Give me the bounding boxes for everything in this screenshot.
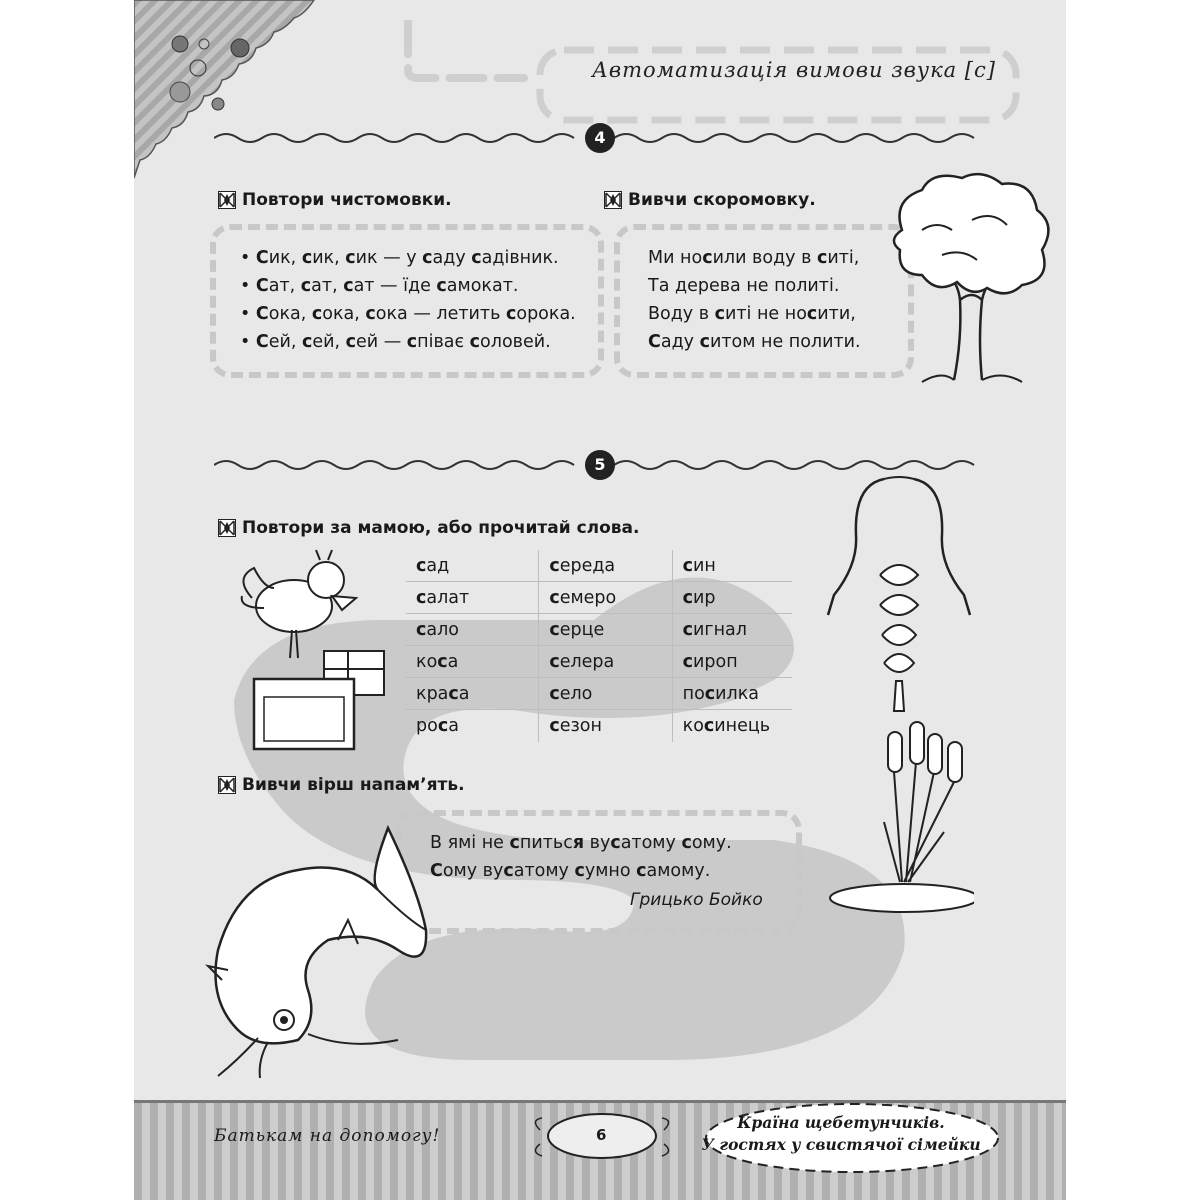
- highlighted-letter: с: [636, 861, 647, 881]
- highlighted-letter: с: [365, 304, 376, 324]
- gift-box-icon: [248, 645, 398, 755]
- text-fragment: ко: [416, 652, 438, 672]
- text-fragment: кра: [416, 684, 449, 704]
- highlighted-letter: с: [806, 304, 818, 324]
- highlighted-letter: с: [610, 833, 621, 853]
- word-cell: [539, 550, 672, 581]
- word-cell: [539, 678, 672, 709]
- highlighted-letter: с: [702, 248, 713, 268]
- highlighted-letter: С: [255, 304, 269, 324]
- text-line: [430, 861, 710, 881]
- text-fragment: или воду в: [712, 248, 817, 268]
- text-fragment: ей,: [268, 332, 302, 352]
- task-text: Повтори чистомовки.: [242, 190, 452, 210]
- text-fragment: ву: [584, 833, 611, 853]
- highlighted-letter: с: [437, 652, 448, 672]
- text-fragment: •: [240, 276, 256, 296]
- text-fragment: ока — летить: [375, 304, 506, 324]
- text-fragment: •: [240, 304, 256, 324]
- highlighted-letter: с: [422, 248, 433, 268]
- text-fragment: ро: [416, 716, 438, 736]
- text-fragment: орока.: [516, 304, 576, 324]
- highlighted-letter: с: [437, 716, 449, 736]
- table-row: [406, 550, 792, 582]
- text-fragment: ко: [682, 716, 704, 736]
- text-fragment: ир: [693, 588, 716, 608]
- task-number-badge: 5: [585, 450, 615, 480]
- highlighted-letter: с: [704, 684, 716, 704]
- table-row: [406, 646, 792, 678]
- text-fragment: ик,: [268, 248, 302, 268]
- text-fragment: алат: [426, 588, 470, 608]
- reeds-icon: [824, 712, 974, 922]
- text-fragment: ин: [693, 556, 716, 576]
- highlighted-letter: с: [311, 304, 323, 324]
- text-fragment: В ямі не: [430, 833, 510, 853]
- highlighted-letter: с: [699, 332, 710, 352]
- highlighted-letter: С: [648, 332, 661, 352]
- highlighted-letter: с: [682, 556, 693, 576]
- text-fragment: а: [458, 684, 470, 704]
- highlighted-letter: с: [300, 276, 312, 296]
- word-cell: [406, 582, 539, 613]
- text-fragment: иті,: [827, 248, 860, 268]
- task-bullet-icon: [218, 519, 236, 537]
- table-row: [406, 582, 792, 614]
- buttons-corner-decoration: [134, 0, 324, 190]
- text-fragment: ат,: [268, 276, 301, 296]
- text-fragment: аду: [660, 332, 700, 352]
- page-title: Автоматизація вимови звука [с]: [592, 58, 996, 82]
- highlighted-letter: с: [343, 276, 354, 296]
- word-cell: [673, 582, 792, 613]
- highlighted-letter: с: [574, 861, 585, 881]
- text-fragment: ити,: [817, 304, 856, 324]
- text-line: [240, 276, 518, 296]
- highlighted-letter: с: [549, 716, 560, 736]
- text-fragment: Та дерева не политі.: [648, 276, 840, 296]
- highlighted-letter: с: [714, 304, 725, 324]
- page-number: 6: [596, 1126, 607, 1144]
- text-fragment: амому.: [646, 861, 711, 881]
- word-cell: [673, 678, 792, 709]
- word-cell: [406, 646, 539, 677]
- words-table: [406, 550, 792, 742]
- word-cell: [539, 710, 672, 742]
- text-fragment: илка: [715, 684, 760, 704]
- task-text: Вивчи скоромовку.: [628, 190, 816, 210]
- text-fragment: итом не полити.: [709, 332, 861, 352]
- text-fragment: оловей.: [480, 332, 551, 352]
- word-cell: [406, 614, 539, 645]
- word-cell: [673, 614, 792, 645]
- highlighted-letter: с: [469, 332, 481, 352]
- highlighted-letter: с: [448, 684, 459, 704]
- task-instruction: [218, 775, 465, 795]
- task-bullet-icon: [218, 191, 236, 209]
- text-fragment: ало: [426, 620, 459, 640]
- footer-book-title-line1: Країна щебетунчиків.: [737, 1113, 945, 1132]
- task-number-badge: 4: [585, 123, 615, 153]
- highlighted-letter: с: [406, 332, 418, 352]
- highlighted-letter: С: [255, 248, 269, 268]
- text-fragment: Воду в: [648, 304, 715, 324]
- highlighted-letter: с: [416, 588, 427, 608]
- text-fragment: елера: [559, 652, 615, 672]
- catfish-icon: [198, 820, 458, 1080]
- word-cell: [673, 646, 792, 677]
- highlighted-letter: с: [503, 861, 514, 881]
- task-instruction: [218, 190, 452, 210]
- table-row: [406, 710, 792, 742]
- word-cell: [539, 582, 672, 613]
- text-fragment: ик,: [312, 248, 346, 268]
- text-fragment: езон: [559, 716, 602, 736]
- text-fragment: •: [240, 332, 256, 352]
- text-fragment: ат,: [311, 276, 344, 296]
- text-fragment: ело: [559, 684, 593, 704]
- highlighted-letter: с: [345, 332, 357, 352]
- text-fragment: піває: [417, 332, 470, 352]
- highlighted-letter: С: [430, 861, 443, 881]
- text-fragment: ереда: [559, 556, 616, 576]
- text-fragment: ат — їде: [353, 276, 437, 296]
- text-fragment: питьс: [519, 833, 573, 853]
- highlighted-letter: С: [255, 332, 269, 352]
- table-row: [406, 614, 792, 646]
- text-fragment: ока,: [322, 304, 366, 324]
- poem-author: Грицько Бойко: [630, 890, 763, 910]
- highlighted-letter: с: [416, 556, 427, 576]
- highlighted-letter: с: [816, 248, 828, 268]
- word-cell: [406, 710, 539, 742]
- text-fragment: ик — у: [355, 248, 423, 268]
- highlighted-letter: с: [682, 652, 693, 672]
- highlighted-letter: с: [682, 588, 693, 608]
- text-line: [240, 248, 559, 268]
- text-fragment: инець: [714, 716, 771, 736]
- word-cell: [406, 550, 539, 581]
- highlighted-letter: с: [471, 248, 482, 268]
- word-cell: [673, 550, 792, 581]
- highlighted-letter: с: [509, 833, 520, 853]
- task-text: Вивчи вірш напам’ять.: [242, 775, 465, 795]
- text-fragment: амокат.: [446, 276, 519, 296]
- highlighted-letter: с: [301, 248, 313, 268]
- highlighted-letter: С: [255, 276, 269, 296]
- text-fragment: ад: [426, 556, 450, 576]
- highlighted-letter: я: [572, 833, 585, 853]
- text-fragment: атому: [620, 833, 682, 853]
- word-cell: [673, 710, 792, 742]
- text-line: [430, 833, 732, 853]
- text-line: [240, 304, 576, 324]
- task-bullet-icon: [604, 191, 622, 209]
- text-fragment: ей,: [312, 332, 346, 352]
- text-fragment: ироп: [693, 652, 738, 672]
- word-cell: [539, 614, 672, 645]
- text-fragment: а: [448, 716, 459, 736]
- task-instruction: [218, 518, 639, 538]
- text-fragment: ей —: [356, 332, 407, 352]
- text-line: [648, 276, 839, 296]
- footer-series-title: Батькам на допомогу!: [214, 1126, 441, 1146]
- task-text: Повтори за мамою, або прочитай слова.: [242, 518, 640, 538]
- highlighted-letter: с: [505, 304, 517, 324]
- text-fragment: емеро: [559, 588, 617, 608]
- text-line: [240, 332, 551, 352]
- footer-book-title-line2: У гостях у свистячої сімейки: [701, 1135, 981, 1154]
- text-line: [648, 304, 856, 324]
- text-fragment: аду: [432, 248, 472, 268]
- highlighted-letter: с: [703, 716, 715, 736]
- highlighted-letter: с: [681, 833, 692, 853]
- footer-book-title: [700, 1112, 982, 1156]
- text-fragment: ому.: [691, 833, 732, 853]
- highlighted-letter: с: [302, 332, 313, 352]
- highlighted-letter: с: [436, 276, 447, 296]
- text-fragment: ока,: [268, 304, 312, 324]
- highlighted-letter: с: [345, 248, 356, 268]
- braid-icon: [824, 475, 974, 720]
- text-fragment: атому: [513, 861, 575, 881]
- text-fragment: игнал: [693, 620, 747, 640]
- text-fragment: Ми но: [648, 248, 703, 268]
- highlighted-letter: с: [549, 588, 560, 608]
- highlighted-letter: с: [416, 620, 427, 640]
- word-cell: [406, 678, 539, 709]
- text-line: [648, 248, 859, 268]
- text-fragment: а: [447, 652, 459, 672]
- text-fragment: умно: [584, 861, 637, 881]
- highlighted-letter: с: [549, 620, 560, 640]
- text-fragment: по: [682, 684, 705, 704]
- highlighted-letter: с: [549, 684, 560, 704]
- text-fragment: адівник.: [481, 248, 559, 268]
- text-line: [648, 332, 861, 352]
- word-cell: [539, 646, 672, 677]
- task-bullet-icon: [218, 776, 236, 794]
- text-fragment: иті не но: [724, 304, 807, 324]
- workbook-page: [134, 0, 1066, 1200]
- text-fragment: •: [240, 248, 256, 268]
- tree-icon: [882, 170, 1062, 390]
- highlighted-letter: с: [549, 652, 560, 672]
- highlighted-letter: с: [549, 556, 560, 576]
- task-instruction: [604, 190, 816, 210]
- table-row: [406, 678, 792, 710]
- text-fragment: ерце: [559, 620, 605, 640]
- text-fragment: ому ву: [442, 861, 504, 881]
- highlighted-letter: с: [682, 620, 693, 640]
